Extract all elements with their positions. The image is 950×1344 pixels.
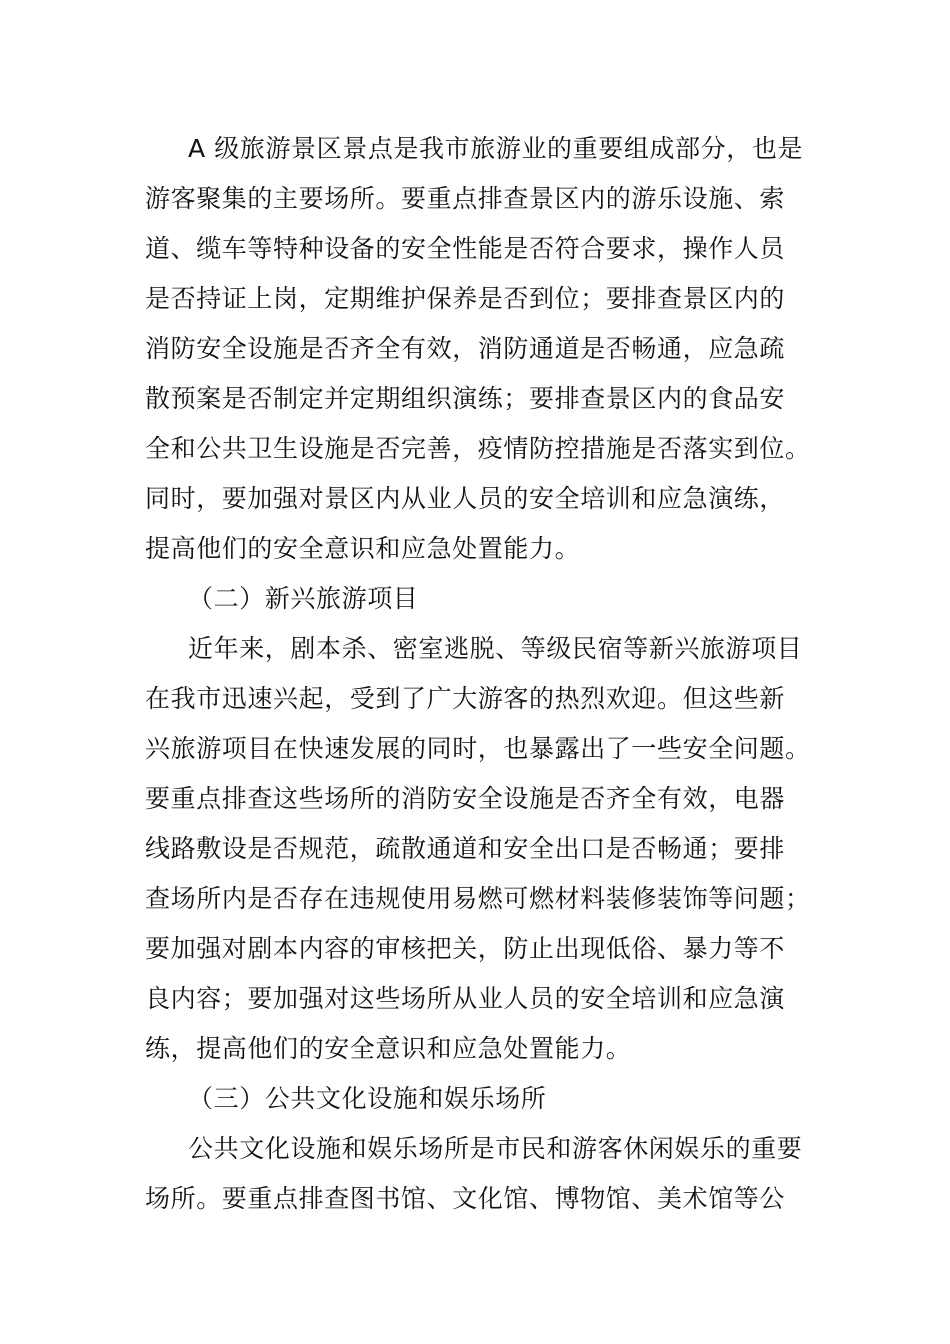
paragraph-line: 在我市迅速兴起，受到了广大游客的热烈欢迎。但这些新 bbox=[145, 684, 786, 713]
document-body bbox=[145, 124, 810, 1224]
paragraph-line: A 级旅游景区景点是我市旅游业的重要组成部分，也是 bbox=[188, 134, 804, 163]
paragraph-line: 游客聚集的主要场所。要重点排查景区内的游乐设施、索 bbox=[145, 184, 786, 213]
paragraph-line: 是否持证上岗，定期维护保养是否到位；要排查景区内的 bbox=[145, 284, 786, 313]
paragraph-line: 公共文化设施和娱乐场所是市民和游客休闲娱乐的重要 bbox=[188, 1134, 803, 1163]
paragraph-line: 道、缆车等特种设备的安全性能是否符合要求，操作人员 bbox=[145, 234, 786, 263]
paragraph-line: 线路敷设是否规范，疏散通道和安全出口是否畅通；要排 bbox=[145, 834, 786, 863]
paragraph-line: 场所。要重点排查图书馆、文化馆、博物馆、美术馆等公 bbox=[145, 1184, 786, 1213]
paragraph-line: 兴旅游项目在快速发展的同时，也暴露出了一些安全问题。 bbox=[145, 734, 811, 763]
paragraph-line: 要加强对剧本内容的审核把关，防止出现低俗、暴力等不 bbox=[145, 934, 786, 963]
paragraph-line: 散预案是否制定并定期组织演练；要排查景区内的食品安 bbox=[145, 384, 786, 413]
paragraph-line: 要重点排查这些场所的消防安全设施是否齐全有效，电器 bbox=[145, 784, 786, 813]
paragraph-line: 良内容；要加强对这些场所从业人员的安全培训和应急演 bbox=[145, 984, 786, 1013]
paragraph-line: 全和公共卫生设施是否完善，疫情防控措施是否落实到位。 bbox=[145, 434, 811, 463]
paragraph-line: 练，提高他们的安全意识和应急处置能力。 bbox=[145, 1034, 632, 1063]
section-heading: （二）新兴旅游项目 bbox=[188, 584, 419, 613]
paragraph-line: 同时，要加强对景区内从业人员的安全培训和应急演练， bbox=[145, 484, 786, 513]
paragraph-line: 查场所内是否存在违规使用易燃可燃材料装修装饰等问题； bbox=[145, 884, 811, 913]
paragraph-line: 近年来，剧本杀、密室逃脱、等级民宿等新兴旅游项目 bbox=[188, 634, 803, 663]
paragraph-line: 提高他们的安全意识和应急处置能力。 bbox=[145, 534, 581, 563]
paragraph-line: 消防安全设施是否齐全有效，消防通道是否畅通，应急疏 bbox=[145, 334, 786, 363]
section-heading: （三）公共文化设施和娱乐场所 bbox=[188, 1084, 547, 1113]
